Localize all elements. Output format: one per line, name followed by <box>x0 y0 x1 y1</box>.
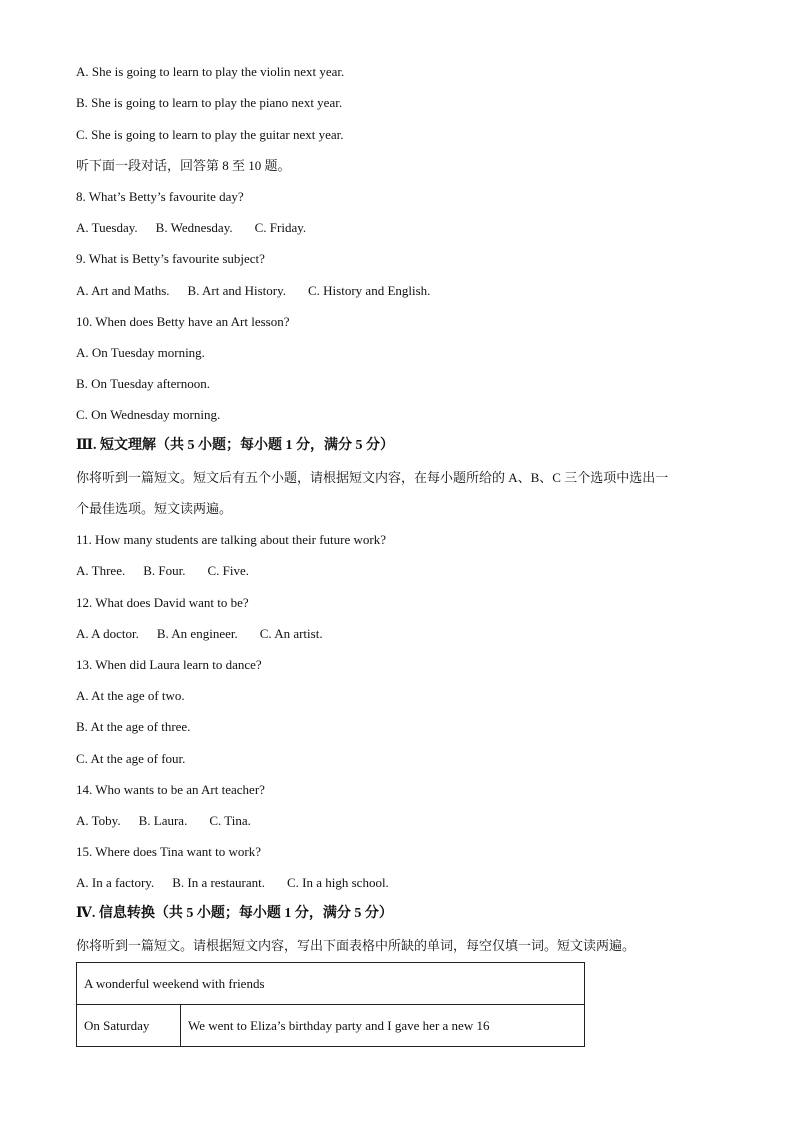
question-10-option-b: B. On Tuesday afternoon. <box>76 376 210 391</box>
table-title-row <box>77 963 585 1005</box>
question-8: 8. What’s Betty’s favourite day? <box>76 189 244 204</box>
question-10-option-c: C. On Wednesday morning. <box>76 407 221 422</box>
option-a: A. Three. <box>76 563 126 578</box>
option-c: C. An artist. <box>259 626 323 641</box>
option-b: B. Laura. <box>138 813 188 828</box>
table-row-label: On Saturday <box>77 1005 181 1047</box>
q7-option-b: B. She is going to learn to play the piano next year. <box>76 95 343 110</box>
option-a: A. Tuesday. <box>76 220 138 235</box>
section-3-instruction-line2: 个最佳选项。短文读两遍。 <box>76 501 233 516</box>
question-9-options <box>76 282 430 300</box>
table-title: A wonderful weekend with friends <box>77 963 585 1005</box>
option-b: B. An engineer. <box>156 626 238 641</box>
section-3-heading: Ⅲ. 短文理解（共 5 小题；每小题 1 分，满分 5 分） <box>76 438 395 453</box>
question-8-options <box>76 219 306 237</box>
option-b: B. In a restaurant. <box>172 875 265 890</box>
section-4-instruction: 你将听到一篇短文。请根据短文内容，写出下面表格中所缺的单词，每空仅填一词。短文读两遍。 <box>76 938 636 953</box>
section-3-instruction-line1: 你将听到一篇短文。短文后有五个小题，请根据短文内容，在每小题所给的 A、B、C 三个选项中选出一 <box>76 470 669 485</box>
option-c: C. In a high school. <box>286 875 389 890</box>
question-11-options <box>76 562 249 580</box>
option-a: A. A doctor. <box>76 626 139 641</box>
question-10: 10. When does Betty have an Art lesson? <box>76 314 290 329</box>
option-c: C. Tina. <box>209 813 251 828</box>
info-table <box>76 962 585 1047</box>
question-12: 12. What does David want to be? <box>76 595 249 610</box>
question-15-options <box>76 874 389 892</box>
table-row-text: We went to Eliza’s birthday party and I gave her a new 16 <box>181 1005 585 1047</box>
q7-option-c: C. She is going to learn to play the guitar next year. <box>76 127 344 142</box>
option-a: A. Art and Maths. <box>76 283 170 298</box>
question-13-option-c: C. At the age of four. <box>76 751 186 766</box>
question-13: 13. When did Laura learn to dance? <box>76 657 262 672</box>
question-14-options <box>76 812 251 830</box>
question-9: 9. What is Betty’s favourite subject? <box>76 251 265 266</box>
question-10-option-a: A. On Tuesday morning. <box>76 345 205 360</box>
option-c: C. Friday. <box>254 220 307 235</box>
instruction-8-10: 听下面一段对话，回答第 8 至 10 题。 <box>76 158 291 173</box>
question-11: 11. How many students are talking about their future work? <box>76 532 386 547</box>
question-15: 15. Where does Tina want to work? <box>76 844 261 859</box>
q7-option-a: A. She is going to learn to play the violin next year. <box>76 64 345 79</box>
option-b: B. Four. <box>143 563 186 578</box>
option-c: C. History and English. <box>308 283 431 298</box>
option-b: B. Art and History. <box>187 283 286 298</box>
option-a: A. In a factory. <box>76 875 155 890</box>
question-12-options <box>76 625 323 643</box>
question-13-option-a: A. At the age of two. <box>76 688 185 703</box>
question-13-option-b: B. At the age of three. <box>76 719 191 734</box>
option-a: A. Toby. <box>76 813 121 828</box>
option-c: C. Five. <box>207 563 250 578</box>
question-14: 14. Who wants to be an Art teacher? <box>76 782 265 797</box>
table-row <box>77 1005 585 1047</box>
section-4-heading: Ⅳ. 信息转换（共 5 小题；每小题 1 分，满分 5 分） <box>76 906 393 921</box>
option-b: B. Wednesday. <box>155 220 233 235</box>
